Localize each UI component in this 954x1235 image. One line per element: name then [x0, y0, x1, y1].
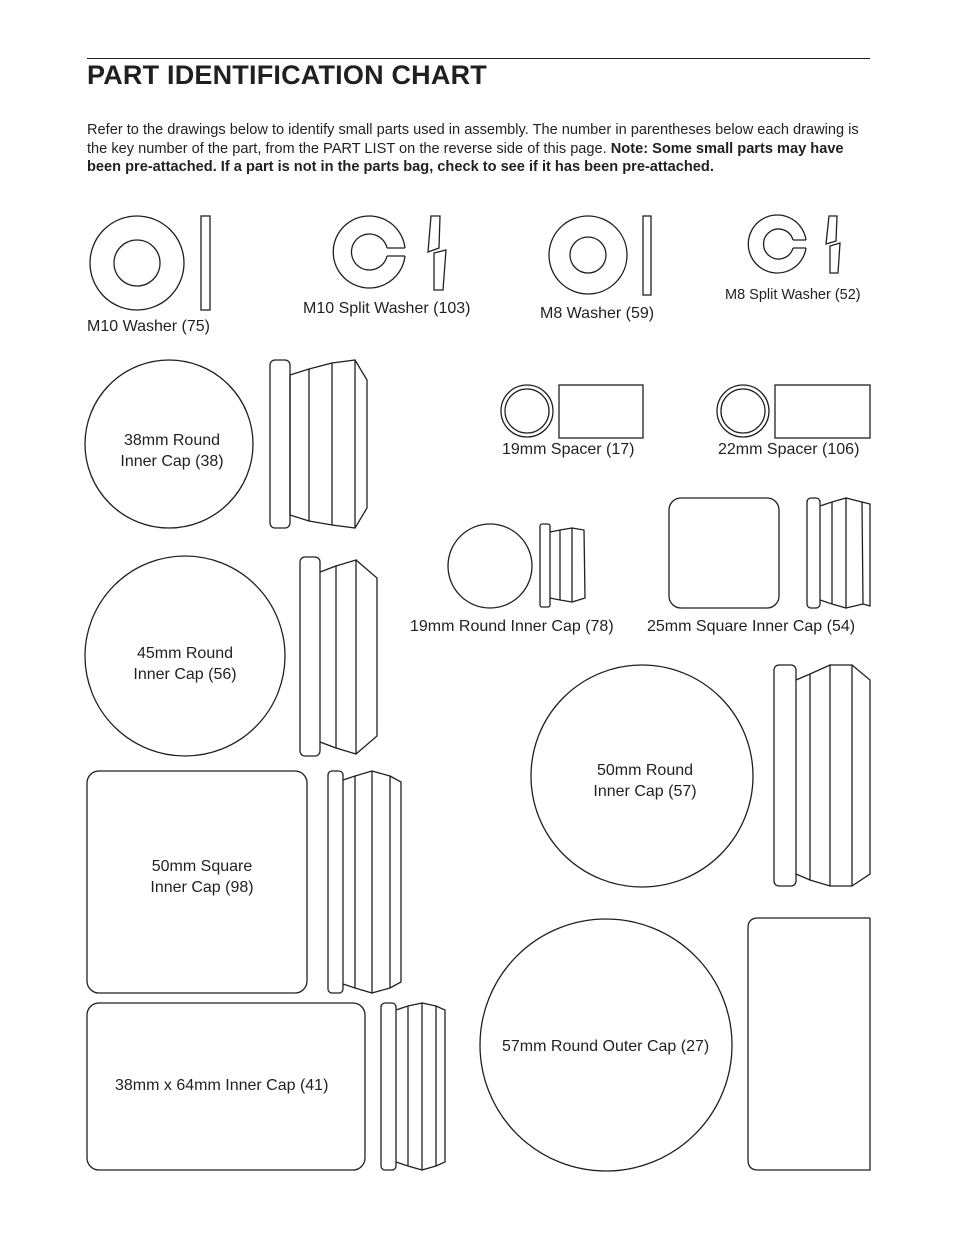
spacer19-drawing [501, 385, 643, 438]
cap25-drawing [669, 498, 870, 608]
label-cap50s-line2: Inner Cap (98) [150, 879, 254, 896]
label-cap38-line1: 38mm Round [123, 432, 221, 449]
label-cap57: 57mm Round Outer Cap (27) [502, 1038, 710, 1055]
label-cap45 [112, 643, 258, 685]
m10-washer-drawing [90, 216, 210, 310]
label-m8-washer: M8 Washer (59) [540, 305, 655, 322]
intro-note: Note: Some small parts may have been pre-attached. If a part is not in the parts bag, check to see if it has been pre-attached. [87, 140, 844, 175]
label-spacer19: 19mm Spacer (17) [502, 441, 635, 458]
label-cap38 [99, 430, 245, 472]
label-cap50r-line1: 50mm Round [596, 762, 694, 779]
label-m10-split-washer: M10 Split Washer (103) [303, 300, 471, 317]
label-cap3864: 38mm x 64mm Inner Cap (41) [115, 1077, 329, 1094]
m8-washer-drawing [549, 216, 651, 295]
label-cap25: 25mm Square Inner Cap (54) [647, 618, 856, 635]
cap19-drawing [448, 524, 585, 608]
label-cap38-line2: Inner Cap (38) [120, 453, 224, 470]
label-cap50r [572, 760, 718, 802]
label-cap19: 19mm Round Inner Cap (78) [410, 618, 614, 635]
label-cap45-line2: Inner Cap (56) [133, 666, 237, 683]
label-cap45-line1: 45mm Round [136, 645, 234, 662]
page-title: PART IDENTIFICATION CHART [87, 60, 487, 90]
intro-text: Refer to the drawings below to identify small parts used in assembly. The number in parentheses below each drawing is the key number of the part, from the PART LIST on the reverse side of this page. [87, 122, 859, 157]
label-cap50s [129, 856, 275, 898]
m10-split-washer-drawing [333, 216, 446, 290]
label-cap50s-line1: 50mm Square [151, 858, 253, 875]
label-m8-split-washer: M8 Split Washer (52) [725, 287, 861, 303]
label-spacer22: 22mm Spacer (106) [718, 441, 860, 458]
label-m10-washer: M10 Washer (75) [87, 318, 210, 335]
m8-split-washer-drawing [748, 215, 840, 273]
spacer22-drawing [717, 385, 870, 438]
label-cap50r-line2: Inner Cap (57) [593, 783, 697, 800]
